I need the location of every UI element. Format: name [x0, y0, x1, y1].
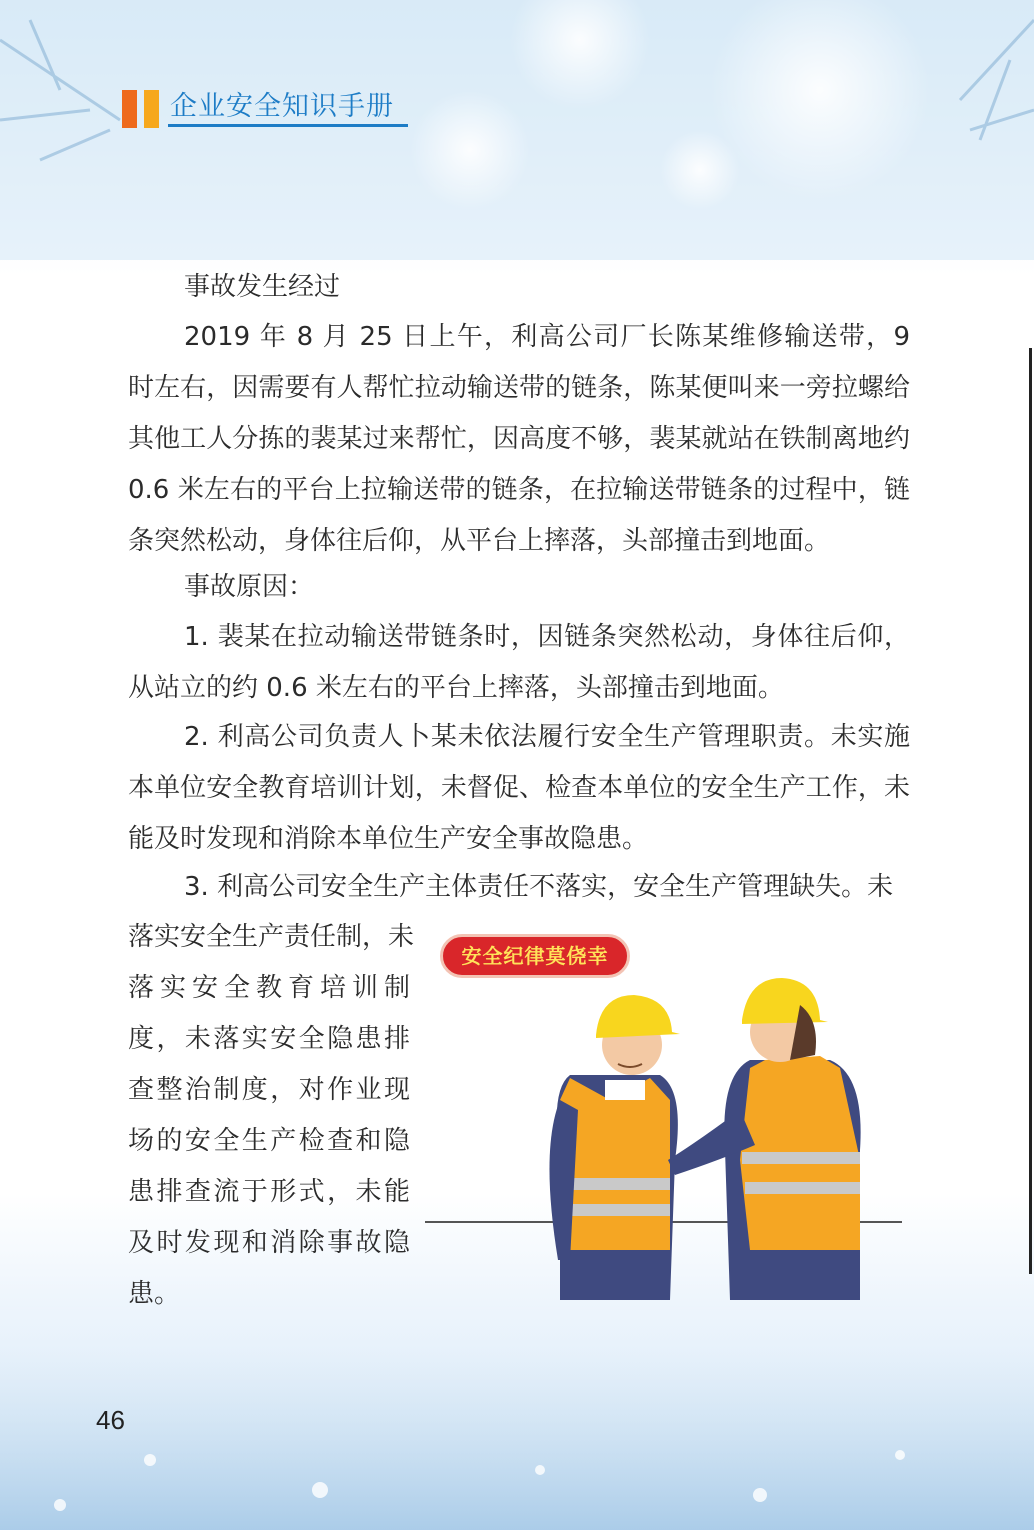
cause-3-line: 落实安全生产责任制，未	[128, 922, 415, 952]
header-underline	[168, 124, 408, 127]
cause-3-line: 场的安全生产检查和隐	[128, 1126, 410, 1156]
cause-2: 2. 利高公司负责人卜某未依法履行安全生产管理职责。未实施本单位安全教育培训计划，未督促、检查本单位的安全生产工作，未能及时发现和消除本单位生产安全事故隐患。	[128, 722, 910, 854]
handbook-title: 企业安全知识手册	[170, 91, 394, 122]
accident-paragraph: 2019 年 8 月 25 日上午，利高公司厂长陈某维修输送带，9 时左右，因需要有人帮忙拉动输送带的链条，陈某便叫来一旁拉螺给其他工人分拣的裴某过来帮忙，因高度不够，裴某就站在铁制离地约 0.6 米左右的平台上拉输送带的链条，在拉输送带链条的过程中，链条突然松动，身体往后仰，从平台上摔落，头部撞击到地面。	[128, 322, 910, 556]
side-rule	[1029, 348, 1032, 1274]
cause-3-line: 患。	[128, 1279, 181, 1309]
cause-3-line: 度，未落实安全隐患排	[128, 1024, 410, 1054]
workers-illustration	[420, 960, 910, 1310]
section-title: 事故发生经过	[184, 272, 341, 302]
right-worker	[668, 978, 861, 1300]
page-number: 46	[96, 1405, 125, 1435]
cause-3-first-line: 3. 利高公司安全生产主体责任不落实，安全生产管理缺失。未	[184, 872, 894, 902]
header-accent-orange	[122, 90, 137, 128]
cause-3-line: 落实安全教育培训制	[128, 973, 410, 1003]
cause-3-line: 及时发现和消除事故隐	[128, 1228, 410, 1258]
cause-3-wrapped	[128, 912, 415, 1320]
cause-3-line: 患排查流于形式，未能	[128, 1177, 410, 1207]
header-accent-yellow	[144, 90, 159, 128]
left-worker	[549, 995, 680, 1300]
cause-title: 事故原因：	[184, 572, 315, 602]
safety-slogan-badge: 安全纪律莫侥幸	[440, 934, 630, 978]
cause-3-line: 查整治制度，对作业现	[128, 1075, 410, 1105]
page-header	[122, 84, 422, 130]
cause-1: 1. 裴某在拉动输送带链条时，因链条突然松动，身体往后仰，从站立的约 0.6 米左右的平台上摔落，头部撞击到地面。	[128, 622, 910, 703]
